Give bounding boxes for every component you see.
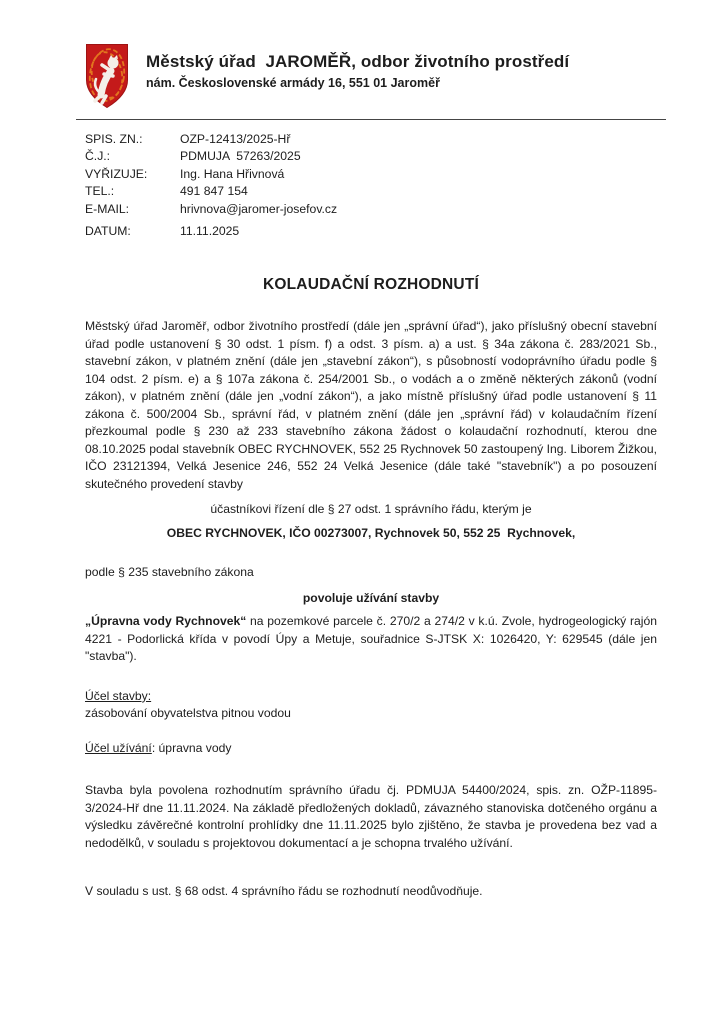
meta-value: PDMUJA 57263/2025 bbox=[180, 149, 301, 164]
no-justification-line: V souladu s ust. § 68 odst. 4 správního řádu se rozhodnutí neodůvodňuje. bbox=[85, 884, 483, 899]
purpose-label-text: Účel stavby: bbox=[85, 688, 152, 703]
meta-label: TEL.: bbox=[85, 184, 115, 199]
intro-paragraph: Městský úřad Jaroměř, odbor životního prostředí (dále jen „správní úřad“), jako příslušný obecní stavební úřad podle ustanovení § 30 odst. 1 písm. f) a odst. 3 písm. a) a ust. § 34a zákona č. 283/2021 Sb., stavební zákon, v platném znění (dále jen „stavební zákon“), s působností vodoprávního úřadu podle § 104 odst. 2 písm. e) a § 107a zákona č. 254/2001 Sb., o vodách a o změně některých zákonů (vodní zákon), v platném znění (dále jen „vodní zákon“), a jako místně příslušný úřad podle ustanovení § 11 zákona č. 500/2004 Sb., správní řád, v platném znění (dále jen „správní řád) v kolaudačním řízení přezkoumal podle § 230 až 233 stavebního zákona žádost o kolaudační rozhodnutí, kterou dne 08.10.2025 podal stavebník OBEC RYCHNOVEK, 552 25 Rychnovek 50 zastoupený Ing. Liborem Žižkou, IČO 23121394, Velká Jesenice 246, 552 24 Velká Jesenice (dále také "stavebník") a po posouzení skutečného provedení stavby bbox=[85, 319, 657, 491]
use-value-text: : úpravna vody bbox=[151, 740, 232, 755]
participant-name-line: OBEC RYCHNOVEK, IČO 00273007, Rychnovek 50, 552 25 Rychnovek, bbox=[166, 525, 576, 540]
approval-history-paragraph: Stavba byla povolena rozhodnutím správního úřadu čj. PDMUJA 54400/2024, spis. zn. OŽP-11895-3/2024-Hř dne 11.11.2024. Na základě předložených dokladů, závazného stanoviska dotčeného orgánu a výsledku závěrečné kontrolní prohlídky dne 11.11.2025 bylo zjištěno, že stavba je provedena bez vad a nedodělků, v souladu s projektovou dokumentací a je schopna trvalého užívání. bbox=[85, 783, 657, 850]
meta-label: SPIS. ZN.: bbox=[85, 132, 143, 146]
meta-value: 491 847 154 bbox=[180, 184, 248, 199]
meta-row-vyrizuje bbox=[85, 166, 657, 183]
meta-label: E-MAIL: bbox=[85, 201, 130, 216]
reference-block bbox=[85, 131, 657, 240]
office-address: nám. Československé armády 16, 551 01 Jaroměř bbox=[146, 76, 440, 90]
structure-paragraph bbox=[85, 613, 657, 666]
meta-row-tel bbox=[85, 183, 657, 200]
meta-value: Ing. Hana Hřivnová bbox=[180, 166, 285, 181]
purpose-of-structure-label bbox=[85, 688, 657, 706]
structure-description: na pozemkové parcele č. 270/2 a 274/2 v k.ú. Zvole, hydrogeologický rajón 4221 - Podorlická křída v povodí Úpy a Metuje, souřadnice S-JTSK X: 1026420, Y: 629545 (dále jen "stavba"). bbox=[85, 614, 657, 664]
meta-row-cj bbox=[85, 148, 657, 165]
letterhead bbox=[85, 42, 657, 114]
meta-row-datum bbox=[85, 223, 657, 240]
meta-label: Č.J.: bbox=[85, 149, 111, 164]
purpose-of-use-line bbox=[85, 740, 657, 758]
use-label-text: Účel užívání bbox=[85, 740, 152, 755]
office-name: Městský úřad JAROMĚŘ, odbor životního prostředí bbox=[146, 52, 570, 71]
meta-row-spis-zn bbox=[85, 131, 657, 148]
meta-value: OZP-12413/2025-Hř bbox=[180, 132, 291, 146]
header-divider bbox=[76, 119, 666, 120]
meta-value: hrivnova@jaromer-josefov.cz bbox=[180, 201, 338, 216]
permission-statement: povoluje užívání stavby bbox=[302, 590, 440, 605]
purpose-of-structure-value: zásobování obyvatelstva pitnou vodou bbox=[85, 706, 291, 721]
structure-name: „Úpravna vody Rychnovek“ bbox=[85, 614, 247, 629]
participant-intro-line: účastníkovi řízení dle § 27 odst. 1 správního řádu, kterým je bbox=[210, 502, 532, 517]
document-title: KOLAUDAČNÍ ROZHODNUTÍ bbox=[262, 276, 479, 294]
legal-basis-line: podle § 235 stavebního zákona bbox=[85, 565, 254, 580]
meta-row-email bbox=[85, 201, 657, 218]
meta-value: 11.11.2025 bbox=[180, 224, 240, 239]
meta-label: DATUM: bbox=[85, 224, 131, 239]
meta-label: VYŘIZUJE: bbox=[85, 166, 148, 181]
office-identity bbox=[146, 42, 569, 90]
jaromer-coat-of-arms-icon bbox=[85, 43, 129, 114]
